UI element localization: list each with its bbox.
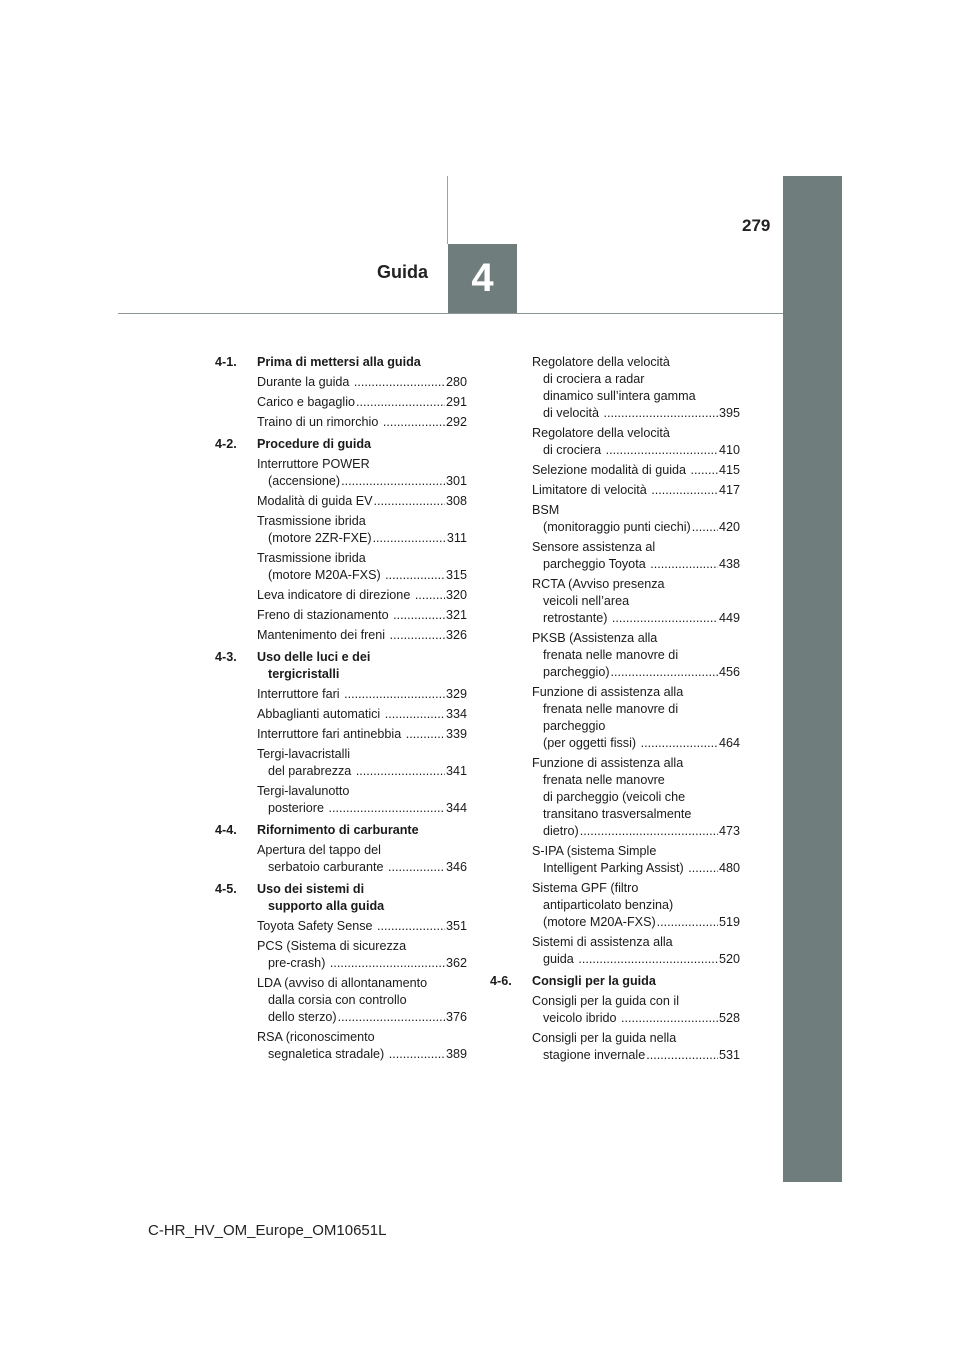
entry-text-line: Intelligent Parking Assist) bbox=[543, 861, 688, 875]
dot-leader bbox=[344, 686, 445, 703]
document-id-footer: C-HR_HV_OM_Europe_OM10651L bbox=[148, 1222, 387, 1239]
entry-page-number: 473 bbox=[718, 824, 740, 838]
entry-leader-row bbox=[532, 951, 740, 968]
entry-text-line: Sistema GPF (filtro bbox=[532, 881, 639, 895]
toc-entry[interactable] bbox=[257, 842, 467, 876]
entry-leader-row bbox=[257, 473, 467, 490]
dot-leader bbox=[390, 627, 445, 644]
entry-text-line: PKSB (Assistenza alla bbox=[532, 631, 658, 645]
entry-page-number: 456 bbox=[718, 665, 740, 679]
toc-section-heading bbox=[490, 973, 740, 990]
toc-entry[interactable] bbox=[532, 539, 740, 573]
entry-text-line: del parabrezza bbox=[268, 764, 355, 778]
chapter-side-tab bbox=[783, 176, 842, 1182]
entry-leader-row bbox=[257, 918, 467, 935]
entry-leader-row bbox=[257, 493, 467, 510]
toc-entry[interactable] bbox=[257, 513, 467, 547]
toc-entry[interactable] bbox=[257, 374, 467, 391]
entry-page-number: 438 bbox=[718, 557, 740, 571]
toc-entry[interactable] bbox=[257, 587, 467, 604]
entry-text-line: frenata nelle manovre di bbox=[543, 648, 679, 662]
dot-leader bbox=[650, 556, 718, 573]
entry-text-line: transitano trasversalmente bbox=[543, 807, 692, 821]
toc-section bbox=[215, 649, 467, 817]
toc-entry[interactable] bbox=[257, 686, 467, 703]
entry-text-line: (accensione) bbox=[268, 474, 341, 488]
section-title bbox=[257, 436, 467, 453]
entry-page-number: 449 bbox=[718, 611, 740, 625]
toc-right-column bbox=[490, 354, 740, 1069]
dot-leader bbox=[406, 726, 445, 743]
entry-text-line: Limitatore di velocità bbox=[532, 483, 651, 497]
entry-leader-row bbox=[532, 664, 740, 681]
toc-entry[interactable] bbox=[532, 630, 740, 681]
entry-leader-row bbox=[532, 405, 740, 422]
dot-leader bbox=[374, 493, 445, 510]
section-number: 4-3. bbox=[215, 650, 237, 664]
dot-leader bbox=[330, 955, 445, 972]
section-number: 4-2. bbox=[215, 437, 237, 451]
entry-text-line: Modalità di guida EV bbox=[257, 494, 373, 508]
entry-text-line: Funzione di assistenza alla bbox=[532, 685, 684, 699]
entry-page-number: 339 bbox=[445, 727, 467, 741]
entry-text-line: Tergi-lavalunotto bbox=[257, 784, 350, 798]
entry-page-number: 308 bbox=[445, 494, 467, 508]
entry-text-line: Mantenimento dei freni bbox=[257, 628, 389, 642]
toc-entry[interactable] bbox=[532, 425, 740, 459]
dot-leader bbox=[385, 706, 445, 723]
entry-leader-row bbox=[532, 462, 740, 479]
entry-text-line: BSM bbox=[532, 503, 560, 517]
entry-page-number: 346 bbox=[445, 860, 467, 874]
entry-text-line: (monitoraggio punti ciechi) bbox=[543, 520, 691, 534]
entry-page-number: 292 bbox=[445, 415, 467, 429]
dot-leader bbox=[612, 610, 718, 627]
toc-entry[interactable] bbox=[532, 354, 740, 422]
entry-page-number: 376 bbox=[445, 1010, 467, 1024]
entry-page-number: 519 bbox=[718, 915, 740, 929]
entry-text-line: Interruttore fari bbox=[257, 687, 344, 701]
section-title-line: Consigli per la guida bbox=[532, 974, 656, 988]
dot-leader bbox=[377, 918, 445, 935]
entry-text-line: (motore 2ZR-FXE) bbox=[268, 531, 372, 545]
entry-text-line: parcheggio) bbox=[543, 665, 610, 679]
dot-leader bbox=[389, 1046, 445, 1063]
toc-entry[interactable] bbox=[257, 726, 467, 743]
toc-entry[interactable] bbox=[532, 843, 740, 877]
dot-leader bbox=[356, 763, 445, 780]
toc-section-heading bbox=[215, 881, 467, 915]
entry-leader-row bbox=[532, 1010, 740, 1027]
entry-page-number: 351 bbox=[445, 919, 467, 933]
entry-page-number: 291 bbox=[445, 395, 467, 409]
entry-text-line: Interruttore POWER bbox=[257, 457, 370, 471]
toc-entry[interactable] bbox=[257, 627, 467, 644]
entry-text-line: stagione invernale bbox=[543, 1048, 646, 1062]
entry-leader-row bbox=[257, 374, 467, 391]
entry-page-number: 417 bbox=[718, 483, 740, 497]
entry-page-number: 321 bbox=[445, 608, 467, 622]
toc-entry[interactable] bbox=[257, 456, 467, 490]
entry-leader-row bbox=[532, 610, 740, 627]
toc-entry[interactable] bbox=[532, 755, 740, 840]
toc-entry[interactable] bbox=[532, 880, 740, 931]
toc-entry[interactable] bbox=[532, 993, 740, 1027]
header-divider-horizontal bbox=[118, 313, 783, 314]
dot-leader bbox=[373, 530, 446, 547]
entry-leader-row bbox=[257, 587, 467, 604]
toc-entry[interactable] bbox=[532, 1030, 740, 1064]
dot-leader bbox=[688, 860, 718, 877]
entry-text-line: Consigli per la guida nella bbox=[532, 1031, 677, 1045]
entry-text-line: veicoli nell’area bbox=[543, 594, 630, 608]
entry-page-number: 531 bbox=[718, 1048, 740, 1062]
entry-leader-row bbox=[257, 859, 467, 876]
entry-text-line: Toyota Safety Sense bbox=[257, 919, 377, 933]
entry-text-line: guida bbox=[543, 952, 578, 966]
toc-entry[interactable] bbox=[257, 414, 467, 431]
toc-section bbox=[215, 436, 467, 644]
section-number: 4-4. bbox=[215, 823, 237, 837]
entry-text-line: RCTA (Avviso presenza bbox=[532, 577, 665, 591]
entry-page-number: 395 bbox=[718, 406, 740, 420]
section-title-line: Rifornimento di carburante bbox=[257, 823, 419, 837]
entry-text-line: Carico e bagaglio bbox=[257, 395, 356, 409]
entry-text-line: Leva indicatore di direzione bbox=[257, 588, 414, 602]
entry-page-number: 326 bbox=[445, 628, 467, 642]
dot-leader bbox=[641, 735, 718, 752]
entry-text-line: Traino di un rimorchio bbox=[257, 415, 382, 429]
entry-text-line: veicolo ibrido bbox=[543, 1011, 621, 1025]
entry-text-line: di crociera a radar bbox=[543, 372, 645, 386]
entry-page-number: 329 bbox=[445, 687, 467, 701]
toc-entry[interactable] bbox=[257, 706, 467, 723]
entry-text-line: dello sterzo) bbox=[268, 1010, 337, 1024]
dot-leader bbox=[329, 800, 445, 817]
entry-text-line: Freno di stazionamento bbox=[257, 608, 393, 622]
dot-leader bbox=[606, 442, 718, 459]
section-title bbox=[257, 649, 467, 683]
entry-leader-row bbox=[257, 686, 467, 703]
dot-leader bbox=[651, 482, 718, 499]
entry-page-number: 415 bbox=[718, 463, 740, 477]
entry-page-number: 311 bbox=[446, 531, 467, 545]
entry-leader-row bbox=[257, 955, 467, 972]
toc-left-column bbox=[215, 354, 467, 1068]
entry-page-number: 520 bbox=[718, 952, 740, 966]
dot-leader bbox=[415, 587, 445, 604]
entry-leader-row bbox=[257, 706, 467, 723]
entry-page-number: 480 bbox=[718, 861, 740, 875]
toc-entry[interactable] bbox=[257, 746, 467, 780]
toc-entry[interactable] bbox=[257, 918, 467, 935]
entry-leader-row bbox=[532, 519, 740, 536]
toc-entry[interactable] bbox=[257, 550, 467, 584]
dot-leader bbox=[354, 374, 445, 391]
toc-section bbox=[215, 822, 467, 876]
entry-leader-row bbox=[257, 530, 467, 547]
dot-leader bbox=[580, 823, 718, 840]
entry-leader-row bbox=[257, 763, 467, 780]
toc-entry[interactable] bbox=[532, 462, 740, 479]
entry-text-line: dalla corsia con controllo bbox=[268, 993, 407, 1007]
entry-text-line: Selezione modalità di guida bbox=[532, 463, 690, 477]
entry-text-line: Durante la guida bbox=[257, 375, 353, 389]
entry-page-number: 362 bbox=[445, 956, 467, 970]
entry-page-number: 320 bbox=[445, 588, 467, 602]
entry-leader-row bbox=[532, 442, 740, 459]
entry-leader-row bbox=[257, 567, 467, 584]
entry-leader-row bbox=[532, 914, 740, 931]
entry-text-line: di parcheggio (veicoli che bbox=[543, 790, 686, 804]
entry-page-number: 315 bbox=[445, 568, 467, 582]
entry-leader-row bbox=[257, 414, 467, 431]
toc-section-heading bbox=[215, 649, 467, 683]
entry-text-line: (motore M20A-FXS) bbox=[543, 915, 656, 929]
toc-entry[interactable] bbox=[257, 975, 467, 1026]
entry-leader-row bbox=[532, 556, 740, 573]
entry-text-line: posteriore bbox=[268, 801, 328, 815]
entry-page-number: 410 bbox=[718, 443, 740, 457]
entry-text-line: Apertura del tappo del bbox=[257, 843, 381, 857]
entry-text-line: Tergi-lavacristalli bbox=[257, 747, 351, 761]
entry-text-line: S-IPA (sistema Simple bbox=[532, 844, 657, 858]
dot-leader bbox=[578, 951, 718, 968]
page-number: 279 bbox=[742, 216, 771, 235]
entry-text-line: Regolatore della velocità bbox=[532, 426, 670, 440]
chapter-title: Guida bbox=[376, 262, 428, 282]
entry-text-line: pre-crash) bbox=[268, 956, 329, 970]
toc-entry[interactable] bbox=[257, 783, 467, 817]
entry-page-number: 344 bbox=[445, 801, 467, 815]
toc-section bbox=[215, 881, 467, 1063]
entry-text-line: parcheggio Toyota bbox=[543, 557, 650, 571]
toc-section bbox=[215, 354, 467, 431]
entry-page-number: 341 bbox=[445, 764, 467, 778]
entry-leader-row bbox=[532, 823, 740, 840]
chapter-number-badge: 4 bbox=[448, 244, 517, 313]
dot-leader bbox=[621, 1010, 718, 1027]
entry-leader-row bbox=[257, 627, 467, 644]
entry-text-line: (per oggetti fissi) bbox=[543, 736, 640, 750]
section-title-line: Procedure di guida bbox=[257, 437, 372, 451]
toc-section-heading bbox=[215, 354, 467, 371]
dot-leader bbox=[385, 567, 445, 584]
section-title-line: Uso delle luci e dei bbox=[257, 650, 371, 664]
toc-section bbox=[490, 973, 740, 1064]
toc-entry[interactable] bbox=[257, 1029, 467, 1063]
entry-page-number: 301 bbox=[445, 474, 467, 488]
entry-text-line: frenata nelle manovre bbox=[543, 773, 665, 787]
section-number: 4-1. bbox=[215, 355, 237, 369]
entry-leader-row bbox=[532, 735, 740, 752]
entry-text-line: Trasmissione ibrida bbox=[257, 514, 366, 528]
dot-leader bbox=[691, 462, 718, 479]
toc-entry[interactable] bbox=[532, 576, 740, 627]
entry-text-line: Sistemi di assistenza alla bbox=[532, 935, 673, 949]
dot-leader bbox=[338, 1009, 445, 1026]
entry-text-line: parcheggio bbox=[543, 719, 606, 733]
section-title bbox=[257, 822, 467, 839]
entry-text-line: di crociera bbox=[543, 443, 605, 457]
section-title bbox=[257, 881, 467, 915]
toc-entry[interactable] bbox=[257, 493, 467, 510]
entry-text-line: Funzione di assistenza alla bbox=[532, 756, 684, 770]
section-title-line: Uso dei sistemi di bbox=[257, 882, 365, 896]
entry-page-number: 528 bbox=[718, 1011, 740, 1025]
dot-leader bbox=[393, 607, 445, 624]
entry-leader-row bbox=[257, 1046, 467, 1063]
entry-text-line: RSA (riconoscimento bbox=[257, 1030, 375, 1044]
dot-leader bbox=[646, 1047, 718, 1064]
entry-text-line: frenata nelle manovre di bbox=[543, 702, 679, 716]
entry-text-line: Consigli per la guida con il bbox=[532, 994, 680, 1008]
toc-section-heading bbox=[215, 436, 467, 453]
toc-section bbox=[490, 354, 740, 968]
entry-page-number: 280 bbox=[445, 375, 467, 389]
entry-text-line: di velocità bbox=[543, 406, 603, 420]
entry-page-number: 464 bbox=[718, 736, 740, 750]
entry-leader-row bbox=[257, 800, 467, 817]
entry-text-line: segnaletica stradale) bbox=[268, 1047, 388, 1061]
entry-text-line: dietro) bbox=[543, 824, 579, 838]
header-divider-vertical bbox=[447, 176, 448, 244]
section-number: 4-5. bbox=[215, 882, 237, 896]
entry-text-line: Trasmissione ibrida bbox=[257, 551, 366, 565]
toc-entry[interactable] bbox=[257, 607, 467, 624]
toc-entry[interactable] bbox=[532, 482, 740, 499]
entry-text-line: Interruttore fari antinebbia bbox=[257, 727, 405, 741]
entry-text-line: Regolatore della velocità bbox=[532, 355, 670, 369]
entry-text-line: serbatoio carburante bbox=[268, 860, 388, 874]
entry-text-line: (motore M20A-FXS) bbox=[268, 568, 385, 582]
entry-text-line: Sensore assistenza al bbox=[532, 540, 656, 554]
entry-text-line: LDA (avviso di allontanamento bbox=[257, 976, 428, 990]
entry-leader-row bbox=[257, 1009, 467, 1026]
entry-page-number: 334 bbox=[445, 707, 467, 721]
dot-leader bbox=[604, 405, 718, 422]
entry-leader-row bbox=[532, 1047, 740, 1064]
entry-leader-row bbox=[532, 482, 740, 499]
entry-text-line: retrostante) bbox=[543, 611, 611, 625]
toc-entry[interactable] bbox=[532, 684, 740, 752]
entry-text-line: PCS (Sistema di sicurezza bbox=[257, 939, 407, 953]
entry-leader-row bbox=[532, 860, 740, 877]
entry-leader-row bbox=[257, 394, 467, 411]
dot-leader bbox=[383, 414, 445, 431]
dot-leader bbox=[356, 394, 445, 411]
entry-text-line: dinamico sull’intera gamma bbox=[543, 389, 696, 403]
toc-entry[interactable] bbox=[257, 938, 467, 972]
dot-leader bbox=[341, 473, 445, 490]
entry-text-line: Abbaglianti automatici bbox=[257, 707, 384, 721]
entry-text-line: antiparticolato benzina) bbox=[543, 898, 674, 912]
section-title bbox=[532, 973, 740, 990]
toc-entry[interactable] bbox=[532, 934, 740, 968]
dot-leader bbox=[692, 519, 718, 536]
entry-page-number: 389 bbox=[445, 1047, 467, 1061]
dot-leader bbox=[388, 859, 445, 876]
toc-section-heading bbox=[215, 822, 467, 839]
section-number: 4-6. bbox=[490, 974, 512, 988]
toc-entry[interactable] bbox=[257, 394, 467, 411]
section-title-line: tergicristalli bbox=[268, 667, 340, 681]
entry-leader-row bbox=[257, 726, 467, 743]
section-title-line: supporto alla guida bbox=[268, 899, 385, 913]
entry-page-number: 420 bbox=[718, 520, 740, 534]
section-title bbox=[257, 354, 467, 371]
dot-leader bbox=[611, 664, 718, 681]
section-title-line: Prima di mettersi alla guida bbox=[257, 355, 421, 369]
dot-leader bbox=[657, 914, 718, 931]
toc-entry[interactable] bbox=[532, 502, 740, 536]
entry-leader-row bbox=[257, 607, 467, 624]
